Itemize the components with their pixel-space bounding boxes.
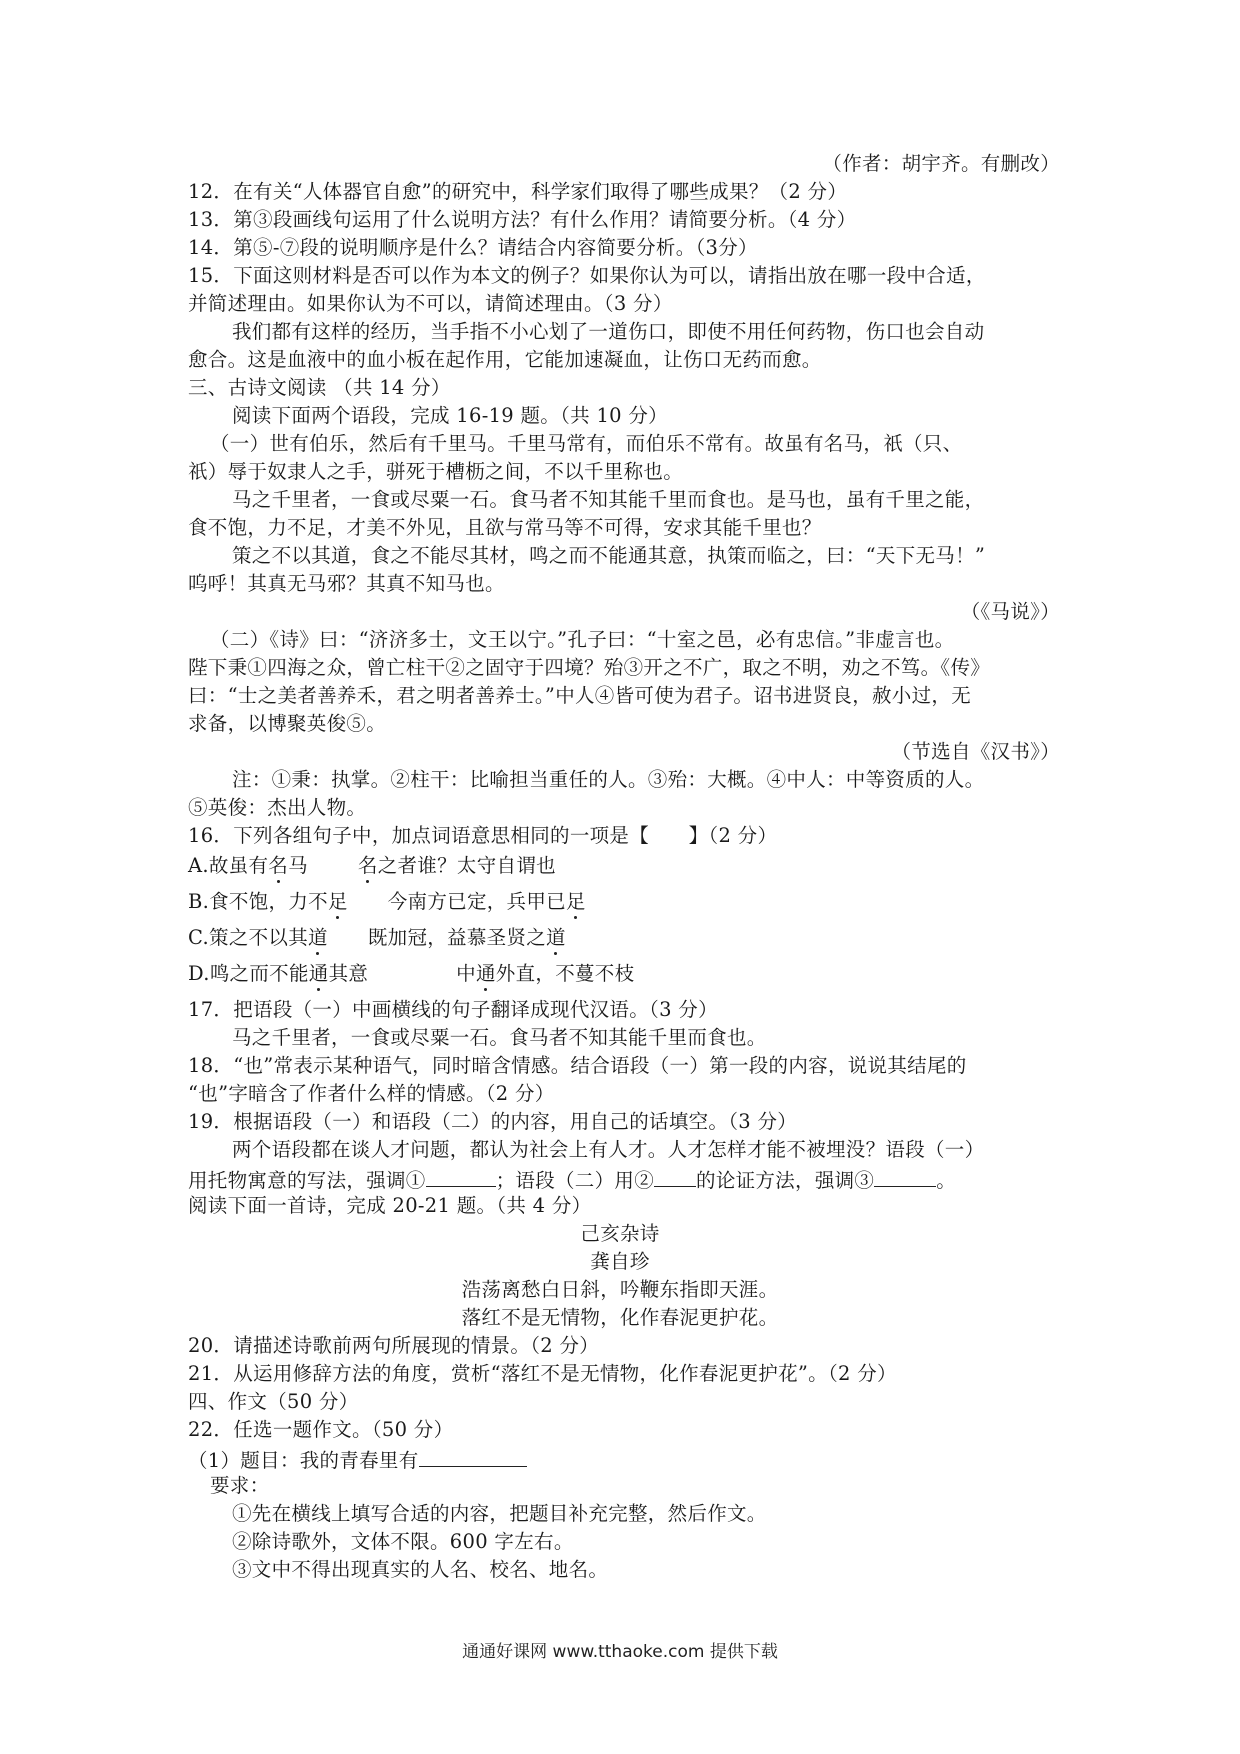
question-18-line-2: “也”字暗含了作者什么样的情感。（2 分）: [188, 1082, 555, 1105]
dotted-word: 道: [546, 926, 566, 949]
poem-title: 己亥杂诗: [580, 1222, 660, 1245]
dotted-word: 名: [357, 854, 378, 877]
dotted-word: 道: [308, 926, 328, 949]
material-line-1: 我们都有这样的经历，当手指不小心划了一道伤口，即使不用任何药物，伤口也会自动: [232, 320, 985, 343]
section-3-intro: 阅读下面两个语段，完成 16-19 题。（共 10 分）: [232, 404, 668, 427]
option-d-text: D.鸣之而不能: [188, 962, 309, 985]
passage-2-line-3: 曰：“士之美者善养禾，君之明者善养士。”中人④皆可使为君子。诏书进贤良，赦小过，无: [188, 684, 971, 707]
section-3-heading: 三、古诗文阅读 （共 14 分）: [188, 376, 451, 399]
notes-line-2: ⑤英俊：杰出人物。: [188, 796, 367, 819]
passage-2-source: （节选自《汉书》）: [891, 740, 1060, 763]
requirements-label: 要求：: [210, 1474, 270, 1497]
question-13: 13．第③段画线句运用了什么说明方法？有什么作用？请简要分析。（4 分）: [188, 208, 857, 231]
passage-2-line-2: 陛下秉①四海之众，曾亡柱干②之固守于四境？殆③开之不广，取之不明，劝之不笃。《传》: [188, 656, 991, 679]
passage-2-line-1: （二）《诗》曰：“济济多士，文王以宁。”孔子曰：“十室之邑，必有忠信。”非虚言也。: [210, 628, 955, 651]
fill-blank-3[interactable]: [874, 1164, 936, 1187]
question-21: 21．从运用修辞方法的角度，赏析“落红不是无情物，化作春泥更护花”。（2 分）: [188, 1362, 897, 1385]
question-18-line-1: 18．“也”常表示某种语气，同时暗含情感。结合语段（一）第一段的内容，说说其结尾的: [188, 1054, 967, 1077]
notes-line-1: 注：①秉：执掌。②柱干：比喻担当重任的人。③殆：大概。④中人：中等资质的人。: [232, 768, 985, 791]
passage-2-line-4: 求备，以博聚英俊⑤。: [188, 712, 387, 735]
question-20: 20．请描述诗歌前两句所展现的情景。（2 分）: [188, 1334, 600, 1357]
fill-text: 。: [936, 1169, 957, 1192]
passage-1-line-6: 呜呼！其真无马邪？其真不知马也。: [188, 572, 505, 595]
essay-title-blank[interactable]: [419, 1444, 527, 1467]
question-19-line-2: [188, 1164, 956, 1195]
question-14: 14．第⑤-⑦段的说明顺序是什么？请结合内容简要分析。（3分）: [188, 236, 758, 259]
section-4-heading: 四、作文（50 分）: [188, 1390, 359, 1413]
question-15-line-2: 并简述理由。如果你认为不可以，请简述理由。（3 分）: [188, 292, 673, 315]
fill-text: 用托物寓意的写法，强调①: [188, 1169, 426, 1192]
poem-intro: 阅读下面一首诗，完成 20-21 题。（共 4 分）: [188, 1194, 592, 1217]
question-22: 22．任选一题作文。（50 分）: [188, 1418, 454, 1441]
question-17: 17．把语段（一）中画横线的句子翻译成现代汉语。（3 分）: [188, 998, 718, 1021]
question-12: 12．在有关“人体器官自愈”的研究中，科学家们取得了哪些成果？（2 分）: [188, 180, 848, 203]
source-note: （作者：胡宇齐。有删改）: [822, 152, 1060, 175]
dotted-word: 足: [565, 890, 586, 913]
dotted-word: 通: [308, 962, 329, 985]
fill-blank-2[interactable]: [654, 1164, 696, 1187]
essay-title-text: （1）题目：我的青春里有: [188, 1449, 419, 1472]
option-a-text: 之者谁？太守自谓也: [377, 854, 556, 877]
fill-text: 的论证方法，强调③: [696, 1169, 875, 1192]
poem-author: 龚自珍: [590, 1250, 650, 1273]
dotted-word: 通: [475, 962, 496, 985]
question-15-line-1: 15．下面这则材料是否可以作为本文的例子？如果你认为可以，请指出放在哪一段中合适，: [188, 264, 986, 287]
poem-line-1: 浩荡离愁白日斜，吟鞭东指即天涯。: [461, 1278, 779, 1301]
passage-1-line-1: （一）世有伯乐，然后有千里马。千里马常有，而伯乐不常有。故虽有名马，祇（只、: [210, 432, 963, 455]
option-d-text: 其意: [328, 962, 369, 985]
option-a-text: A.故虽有: [188, 854, 269, 877]
option-a: [188, 852, 556, 880]
question-19: 19．根据语段（一）和语段（二）的内容，用自己的话填空。（3 分）: [188, 1110, 798, 1133]
option-b-text: 今南方已定，兵甲已: [387, 890, 566, 913]
requirement-1: ①先在横线上填写合适的内容，把题目补充完整，然后作文。: [232, 1502, 767, 1525]
option-c-text: 既加冠，益慕圣贤之: [367, 926, 547, 949]
dotted-word: 足: [327, 890, 348, 913]
footer-watermark: 通通好课网 www.tthaoke.com 提供下载: [462, 1642, 778, 1662]
passage-1-source: （《马说》）: [960, 600, 1060, 623]
option-d-text: 外直，不蔓不枝: [495, 962, 635, 985]
material-line-2: 愈合。这是血液中的血小板在起作用，它能加速凝血，让伤口无药而愈。: [188, 348, 822, 371]
option-c: [188, 924, 566, 952]
requirement-3: ③文中不得出现真实的人名、校名、地名。: [232, 1558, 609, 1581]
question-17-sentence: 马之千里者，一食或尽粟一石。食马者不知其能千里而食也。: [232, 1026, 767, 1049]
option-c-text: C.策之不以其: [188, 926, 309, 949]
essay-title-line: [188, 1444, 527, 1475]
fill-text: ；语段（二）用②: [495, 1169, 655, 1192]
dotted-word: 名: [268, 854, 289, 877]
passage-1-line-5: 策之不以其道，食之不能尽其材，鸣之而不能通其意，执策而临之，曰：“天下无马！”: [232, 544, 986, 567]
option-d-text: 中: [456, 962, 476, 985]
passage-1-line-2: 祇）辱于奴隶人之手，骈死于槽枥之间，不以千里称也。: [188, 460, 684, 483]
passage-1-line-4: 食不饱，力不足，才美不外见，且欲与常马等不可得，安求其能千里也？: [188, 516, 822, 539]
option-d: [188, 960, 634, 988]
question-19-line-1: 两个语段都在谈人才问题，都认为社会上有人才。人才怎样才能不被埋没？语段（一）: [232, 1138, 985, 1161]
question-16: 16．下列各组句子中，加点词语意思相同的一项是【 】（2 分）: [188, 824, 778, 847]
option-b-text: B.食不饱，力不: [188, 890, 328, 913]
passage-1-line-3: 马之千里者，一食或尽粟一石。食马者不知其能千里而食也。是马也，虽有千里之能，: [232, 488, 985, 511]
option-b: [188, 888, 586, 916]
option-a-text: 马: [288, 854, 308, 877]
fill-blank-1[interactable]: [426, 1164, 496, 1187]
poem-line-2: 落红不是无情物，化作春泥更护花。: [461, 1306, 779, 1329]
requirement-2: ②除诗歌外，文体不限。600 字左右。: [232, 1530, 574, 1553]
